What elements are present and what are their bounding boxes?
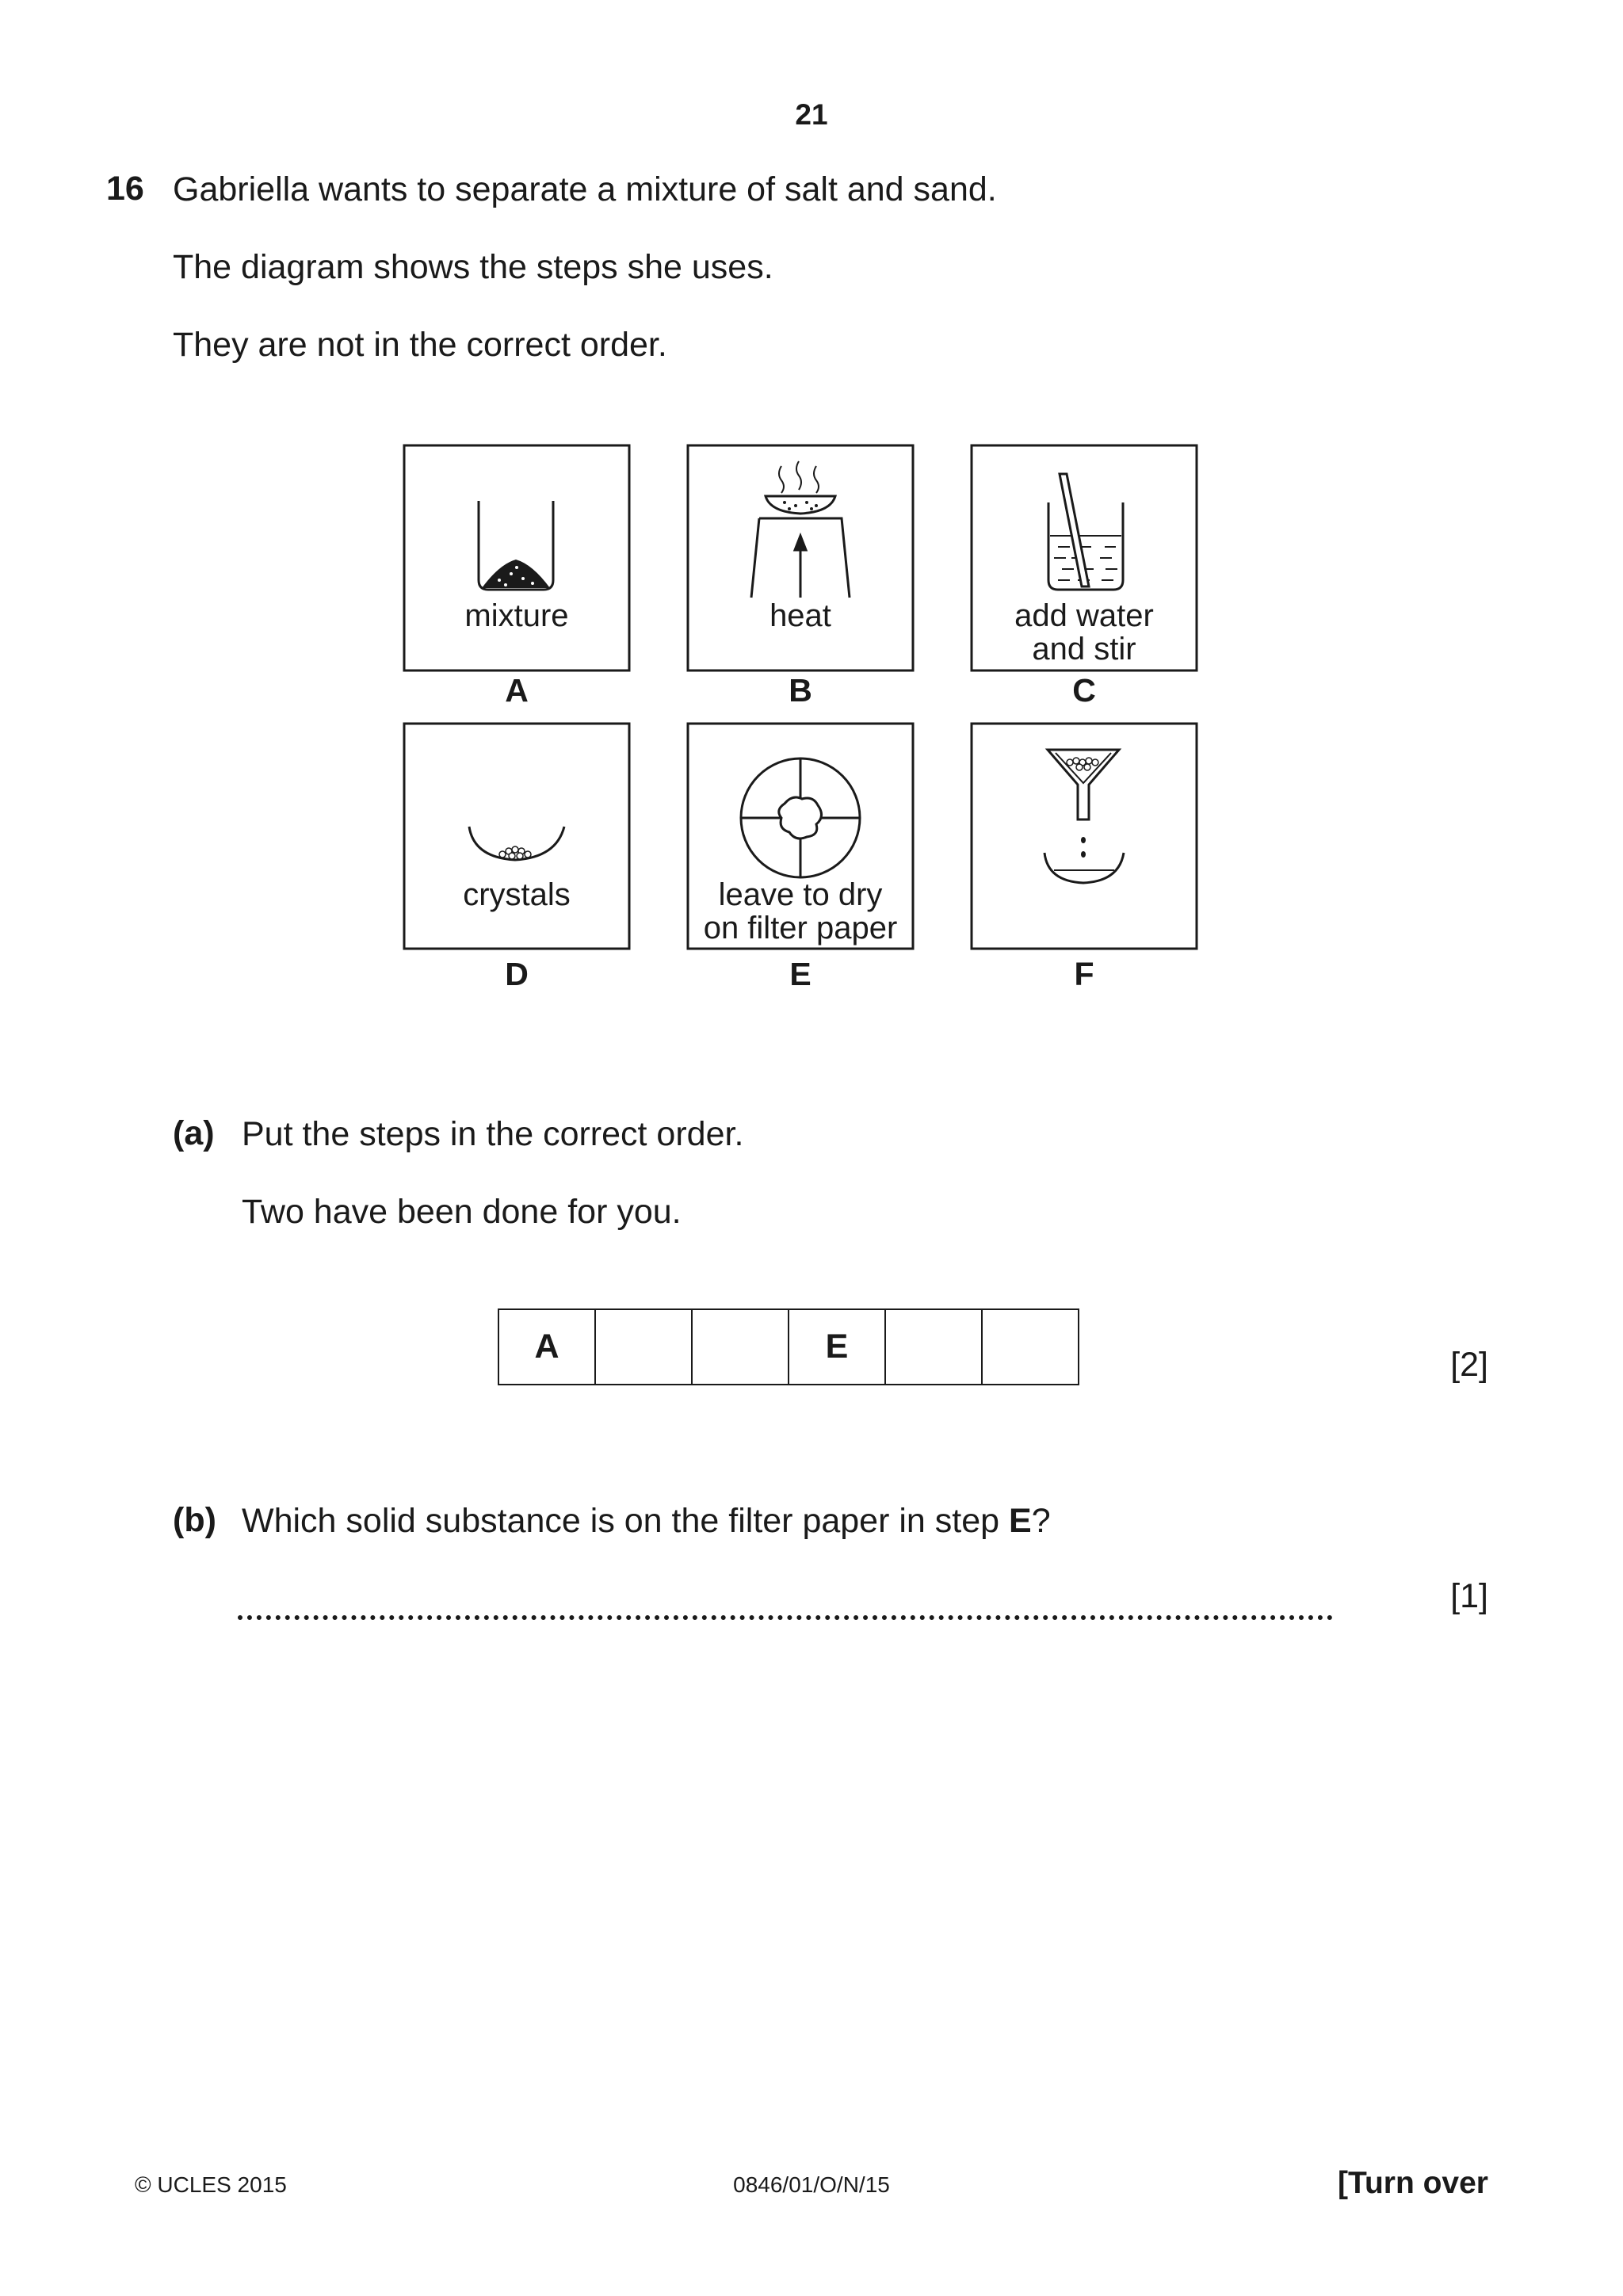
part-b-question-step: E (1009, 1502, 1032, 1540)
step-b-box (688, 445, 913, 670)
step-a-letter: A (505, 672, 529, 709)
step-e-box (688, 724, 913, 949)
footer-paper-code: 0846/01/O/N/15 (733, 2172, 890, 2197)
step-d-letter: D (505, 956, 529, 992)
part-a-marks: [2] (1450, 1346, 1488, 1384)
step-a-caption: mixture (464, 598, 569, 633)
filter-funnel-icon (1044, 750, 1124, 883)
folded-filter-paper-icon (741, 758, 860, 877)
part-b-question (242, 1501, 1051, 1542)
evaporating-dish-on-tripod-icon (751, 461, 850, 598)
order-box-1[interactable]: A (498, 1309, 595, 1385)
step-b-letter: B (789, 672, 812, 709)
question-intro-line-2: The diagram shows the steps she uses. (173, 248, 773, 286)
part-b-question-mark: ? (1031, 1502, 1051, 1540)
part-a-instruction-line-1: Put the steps in the correct order. (242, 1115, 744, 1153)
step-c-letter: C (1072, 672, 1096, 709)
step-e-letter: E (789, 956, 812, 992)
order-box-3[interactable] (692, 1309, 789, 1385)
question-intro-line-3: They are not in the correct order. (173, 326, 667, 364)
question-intro-line-1: Gabriella wants to separate a mixture of salt and sand. (173, 170, 997, 208)
part-b-marks: [1] (1450, 1577, 1488, 1615)
part-b-label: (b) (173, 1501, 216, 1539)
beaker-with-mixture-icon (479, 501, 553, 590)
step-c-caption-line-1: add water (1014, 598, 1154, 633)
step-f-box (972, 724, 1197, 949)
step-e-caption-line-1: leave to dry (718, 877, 883, 912)
part-b-answer-line[interactable] (238, 1615, 1333, 1620)
part-a-label: (a) (173, 1114, 215, 1152)
order-box-4[interactable]: E (789, 1309, 885, 1385)
step-b-caption: heat (769, 598, 831, 633)
beaker-with-stirring-rod-icon (1048, 474, 1123, 590)
order-answer-boxes (498, 1308, 1079, 1385)
question-number: 16 (106, 170, 144, 208)
step-a-box (404, 445, 629, 670)
step-d-box (404, 724, 629, 949)
order-box-6[interactable] (982, 1309, 1079, 1385)
order-box-2[interactable] (595, 1309, 692, 1385)
step-e-caption-line-2: on filter paper (703, 911, 898, 946)
step-f-letter: F (1074, 956, 1094, 992)
step-d-caption: crystals (463, 877, 571, 912)
footer-turn-over: [Turn over (1338, 2166, 1488, 2200)
footer-copyright: © UCLES 2015 (135, 2172, 287, 2197)
evaporating-dish-with-crystals-icon (469, 827, 564, 860)
order-box-5[interactable] (885, 1309, 982, 1385)
step-c-box (972, 445, 1197, 670)
step-c-caption-line-2: and stir (1032, 632, 1136, 667)
page-number: 21 (795, 98, 828, 131)
part-a-instruction-line-2: Two have been done for you. (242, 1193, 682, 1231)
part-b-question-text: Which solid substance is on the filter paper in step (242, 1502, 1010, 1540)
